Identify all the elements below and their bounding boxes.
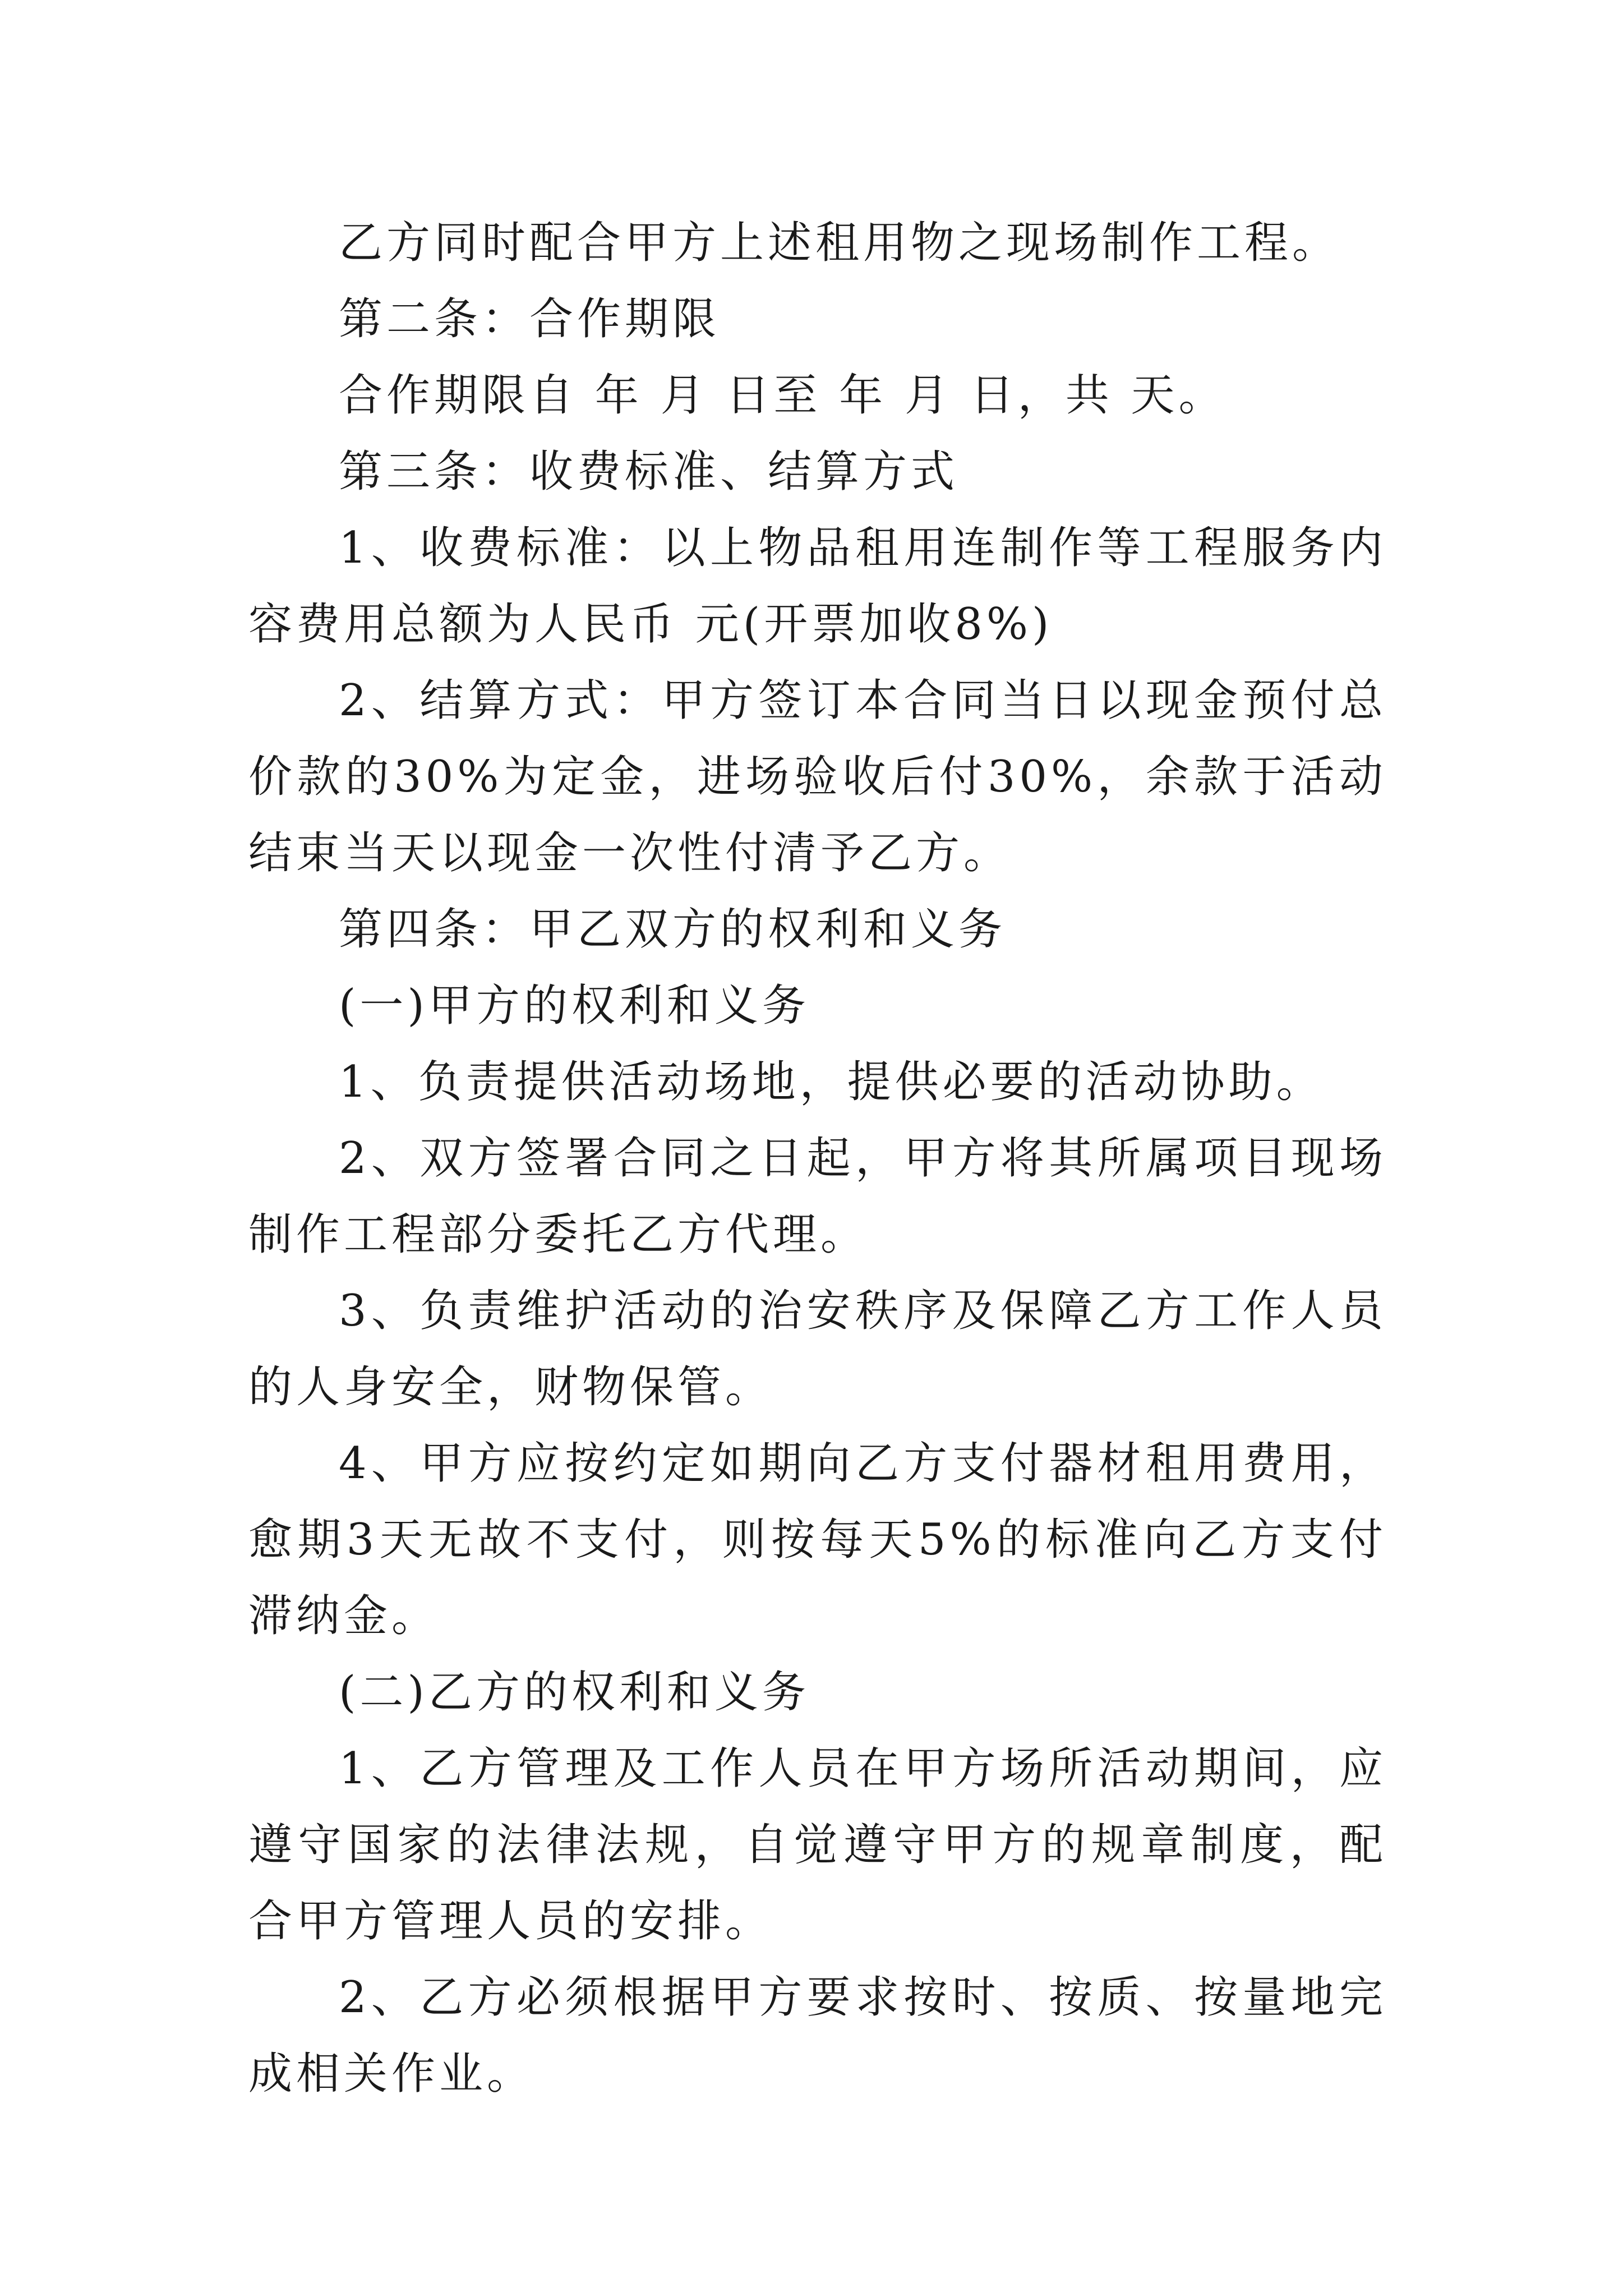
heading-party-b-rights: (二)乙方的权利和义务 [339, 1667, 810, 1718]
paragraph-party-a-item-1: 1、负责提供活动场地，提供必要的活动协助。 [339, 1057, 1324, 1107]
paragraph-cooperation-note: 乙方同时配合甲方上述租用物之现场制作工程。 [339, 218, 1340, 268]
paragraph-settlement-method: 2、结算方式：甲方签订本合同当日以现金预付总价款的30%为定金，进场验收后付30%，余款于活动结束当天以现金一次性付清予乙方。 [248, 675, 1387, 878]
document-body [248, 205, 1387, 2112]
paragraph-party-a-item-4: 4、甲方应按约定如期向乙方支付器材租用费用，愈期3天无故不支付，则按每天5%的标准向乙方支付滞纳金。 [248, 1438, 1387, 1641]
paragraph-party-a-item-2: 2、双方签署合同之日起，甲方将其所属项目现场制作工程部分委托乙方代理。 [248, 1133, 1387, 1260]
paragraph-cooperation-period: 合作期限自 年 月 日至 年 月 日，共 天。 [339, 370, 1227, 421]
heading-article-2: 第二条：合作期限 [339, 294, 721, 344]
paragraph-fee-standard: 1、收费标准：以上物品租用连制作等工程服务内容费用总额为人民币 元(开票加收8%) [248, 523, 1387, 650]
paragraph-party-b-item-1: 1、乙方管理及工作人员在甲方场所活动期间，应遵守国家的法律法规，自觉遵守甲方的规章制度，配合甲方管理人员的安排。 [248, 1743, 1387, 1947]
paragraph-party-b-item-2: 2、乙方必须根据甲方要求按时、按质、按量地完成相关作业。 [248, 1972, 1387, 2099]
heading-article-4: 第四条：甲乙双方的权利和义务 [339, 904, 1007, 955]
paragraph-party-a-item-3: 3、负责维护活动的治安秩序及保障乙方工作人员的人身安全，财物保管。 [248, 1286, 1387, 1412]
heading-party-a-rights: (一)甲方的权利和义务 [339, 981, 810, 1031]
heading-article-3: 第三条：收费标准、结算方式 [339, 447, 959, 497]
